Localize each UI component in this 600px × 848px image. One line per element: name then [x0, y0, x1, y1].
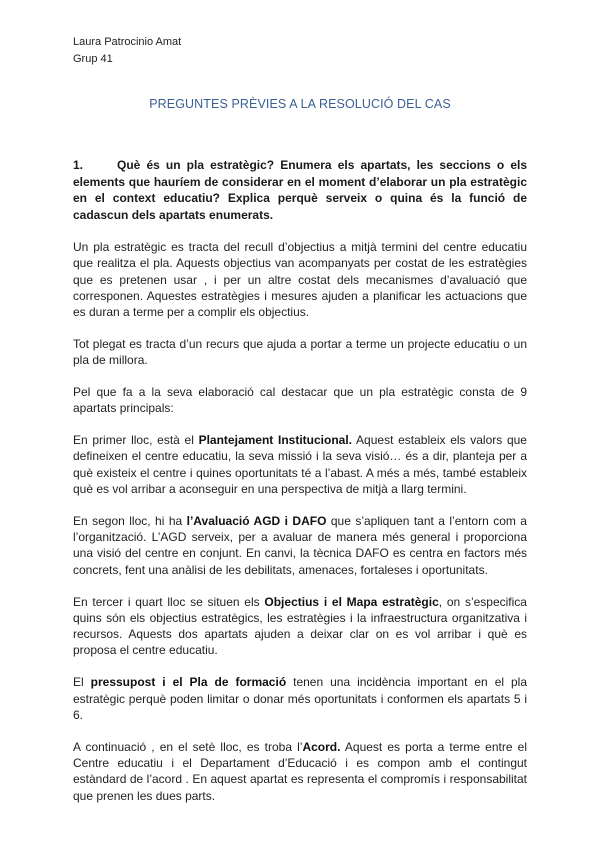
text-segment: El	[73, 675, 91, 690]
text-segment: Aquest es porta a terme entre el Centre educatiu i el Departament d’Educació i es compon amb el contingut estàndard de l’acord . En aquest apartat es representa el compromís i responsabilitat que prenen les dues parts.	[73, 739, 527, 803]
bold-term: pressupost i el Pla de formació	[90, 675, 287, 690]
text-segment: En tercer i quart lloc se situen els	[73, 594, 265, 609]
bold-term: Plantejament Institucional.	[198, 433, 352, 448]
document-body	[73, 157, 527, 819]
paragraph-sections-intro: Pel que fa a la seva elaboració cal destacar que un pla estratègic consta de 9 apartats principals:	[73, 385, 527, 416]
bold-term: Objectius i el Mapa estratègic	[264, 594, 439, 609]
question-text: Què és un pla estratègic? Enumera els apartats, les seccions o els elements que hauríem de considerar en el moment d’elaborar un pla estratègic en el context educatiu? Explica perquè serveix o quina és la funció de cadascun dels apartats enumerats.	[73, 158, 527, 222]
paragraph-evaluation	[73, 513, 527, 578]
author-name: Laura Patrocinio Amat	[73, 36, 182, 48]
document-header	[73, 34, 181, 68]
page-title: PREGUNTES PRÈVIES A LA RESOLUCIÓ DEL CAS	[149, 97, 451, 111]
paragraph-institutional	[73, 432, 527, 497]
text-segment: A continuació , en el setè lloc, es troba l’	[73, 739, 303, 754]
question-1	[73, 157, 527, 223]
text-segment: tenen una incidència important en el pla estratègic perquè poden limitar o donar més oportunitats i conformen els apartats 5 i 6.	[73, 675, 528, 722]
text-segment: Aquest estableix els valors que defineixen el centre educatiu, la seva missió i la seva visió… és a dir, planteja per a què existeix el centre i quines oportunitats té a l’abast. A més a més, també estableix què es vol arribar a aconseguir en una perspectiva de mitjà a llarg termini.	[73, 433, 527, 497]
bold-term: l’Avaluació AGD i DAFO	[186, 513, 327, 528]
text-segment: , on s’especifica quins són els objectius estratègics, les estratègies i la infraestructura organitzativa i recursos. Aquests dos apartats ajuden a deixar clar on es vol arribar i què es proposa el centre educatiu.	[73, 594, 527, 658]
bold-term: Acord.	[302, 739, 341, 754]
paragraph-definition: Un pla estratègic es tracta del recull d’objectius a mitjà termini del centre educatiu que realitza el pla. Aquests objectius van acompanyats per costat de les estratègies que es pretenen usar , i per un altre costat dels mecanismes d’avaluació que corresponen. Aquestes estratègies i mesures ajuden a planificar les actuacions que es duran a terme per a complir els objectius.	[73, 240, 527, 320]
paragraph-objectives	[73, 594, 527, 659]
group-label: Grup 41	[73, 53, 113, 65]
text-segment: En primer lloc, està el	[73, 433, 199, 448]
paragraph-agreement	[73, 739, 527, 804]
question-number: 1.	[73, 158, 84, 172]
paragraph-summary: Tot plegat es tracta d’un recurs que ajuda a portar a terme un projecte educatiu o un pla de millora.	[73, 336, 527, 368]
paragraph-budget	[73, 674, 527, 723]
text-segment: En segon lloc, hi ha	[73, 513, 187, 528]
text-segment: que s’apliquen tant a l’entorn com a l’organització. L’AGD serveix, per a avaluar de manera més general i proporciona una visió del centre en conjunt. En canvi, la tècnica DAFO es centra en factors més concrets, fent una anàlisi de les debilitats, amenaces, fortaleses i oportunitats.	[73, 513, 527, 577]
